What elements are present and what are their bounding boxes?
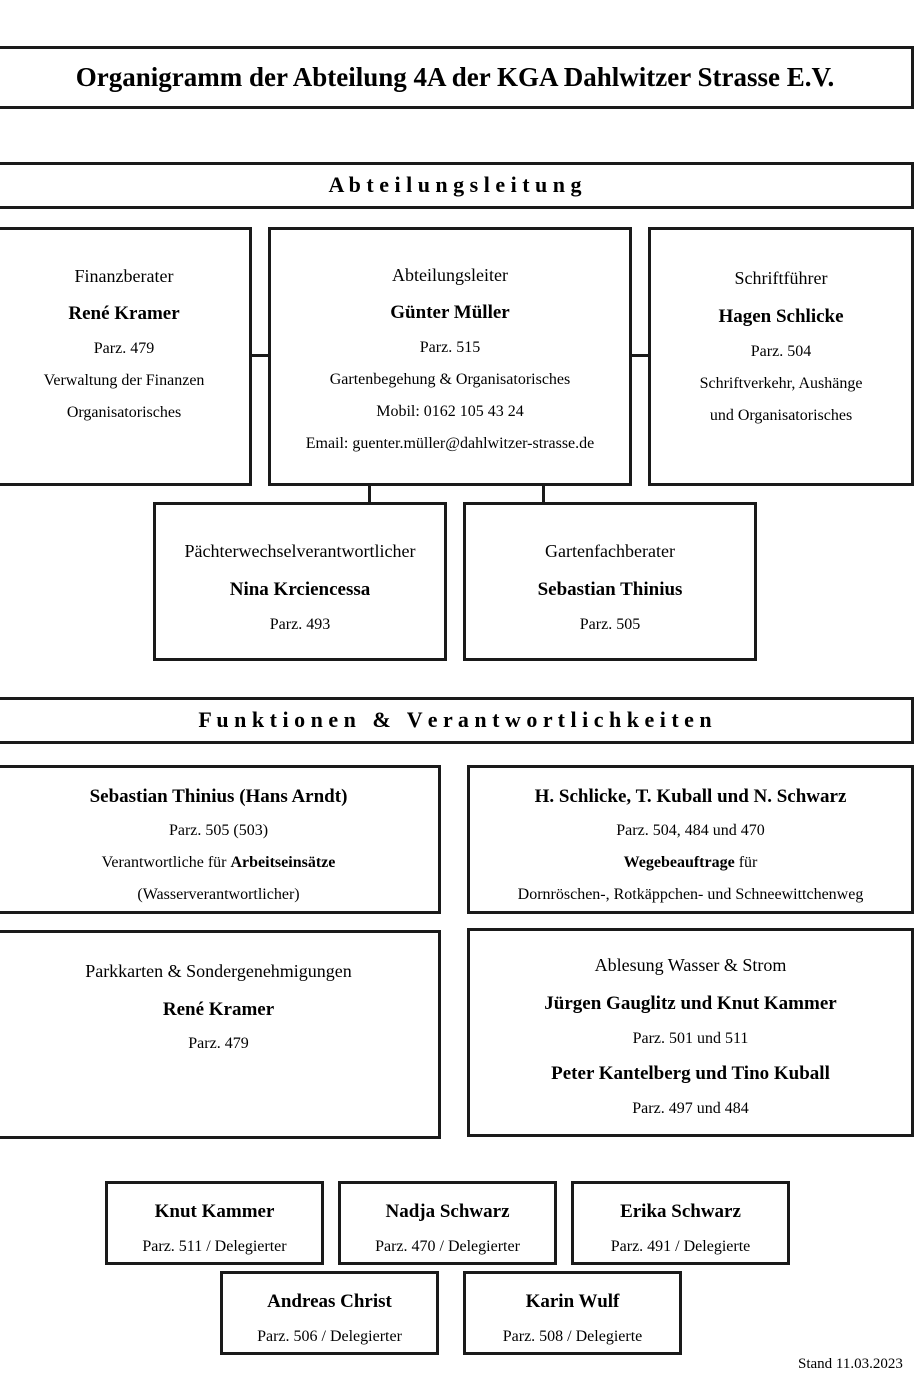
delegate-name: Erika Schwarz xyxy=(620,1201,741,1222)
delegate-info: Parz. 511 / Delegierter xyxy=(142,1238,287,1255)
delegate-box xyxy=(571,1181,790,1265)
ablesung-name1: Jürgen Gauglitz und Knut Kammer xyxy=(544,993,837,1014)
parkkarten-role: Parkkarten & Sondergenehmigungen xyxy=(85,961,352,981)
title-box xyxy=(0,46,914,109)
abteilungsleiter-name: Günter Müller xyxy=(390,302,510,323)
ablesung-parz1: Parz. 501 und 511 xyxy=(632,1030,749,1047)
paechterwechsel-parz: Parz. 493 xyxy=(269,616,331,633)
parkkarten-box xyxy=(0,930,441,1139)
ablesung-box xyxy=(467,928,914,1137)
delegate-name: Karin Wulf xyxy=(525,1291,620,1312)
abteilungsleiter-role: Abteilungsleiter xyxy=(392,265,508,285)
stand-date: Stand 11.03.2023 xyxy=(798,1356,903,1372)
delegate-info: Parz. 508 / Delegierte xyxy=(502,1328,643,1345)
paechterwechsel-role: Pächterwechselverantwortlicher xyxy=(184,541,416,561)
wegebeauftragte-line2: Dornröschen-, Rotkäppchen- und Schneewittchenweg xyxy=(517,886,864,903)
schriftfuehrer-parz: Parz. 504 xyxy=(750,343,812,360)
delegate-name: Nadja Schwarz xyxy=(385,1201,510,1222)
finanzberater-line1: Verwaltung der Finanzen xyxy=(43,372,205,389)
page-title: Organigramm der Abteilung 4A der KGA Dahlwitzer Strasse E.V. xyxy=(75,62,835,92)
arbeitseinsaetze-parz: Parz. 505 (503) xyxy=(168,822,269,839)
gartenfachberater-role: Gartenfachberater xyxy=(545,541,675,561)
section-abteilungsleitung xyxy=(0,162,914,209)
delegate-name: Knut Kammer xyxy=(154,1201,275,1222)
wegebeauftragte-line-suffix: für xyxy=(734,854,758,871)
abteilungsleiter-email: Email: guenter.müller@dahlwitzer-strasse.de xyxy=(305,435,595,452)
abteilungsleiter-parz: Parz. 515 xyxy=(419,339,481,356)
delegate-info: Parz. 470 / Delegierter xyxy=(375,1238,520,1255)
parkkarten-parz: Parz. 479 xyxy=(188,1035,249,1052)
wegebeauftragte-name: H. Schlicke, T. Kuball und N. Schwarz xyxy=(534,786,847,807)
wegebeauftragte-line xyxy=(470,854,911,872)
gartenfachberater-box xyxy=(463,502,757,661)
schriftfuehrer-role: Schriftführer xyxy=(734,268,828,288)
finanzberater-line2: Organisatorisches xyxy=(66,404,182,421)
schriftfuehrer-name: Hagen Schlicke xyxy=(718,306,844,327)
abteilungsleiter-mobil: Mobil: 0162 105 43 24 xyxy=(376,403,524,420)
section-abteilungsleitung-label: A b t e i l u n g s l e i t u n g xyxy=(328,172,582,197)
arbeitseinsaetze-line-bold: Arbeitseinsätze xyxy=(230,854,336,871)
delegate-name: Andreas Christ xyxy=(267,1291,392,1312)
schriftfuehrer-line2: und Organisatorisches xyxy=(709,407,853,424)
arbeitseinsaetze-name: Sebastian Thinius (Hans Arndt) xyxy=(89,786,348,807)
delegate-box xyxy=(105,1181,324,1265)
paechterwechsel-box xyxy=(153,502,447,661)
wegebeauftragte-box xyxy=(467,765,914,914)
arbeitseinsaetze-line-prefix: Verantwortliche für xyxy=(101,854,231,871)
delegate-info: Parz. 491 / Delegierte xyxy=(610,1238,751,1255)
abteilungsleiter-box xyxy=(268,227,632,486)
schriftfuehrer-line1: Schriftverkehr, Aushänge xyxy=(699,375,863,392)
delegate-info: Parz. 506 / Delegierter xyxy=(257,1328,402,1345)
connector-finanz-leiter xyxy=(250,354,270,357)
wegebeauftragte-parz: Parz. 504, 484 und 470 xyxy=(616,822,765,839)
ablesung-role: Ablesung Wasser & Strom xyxy=(594,955,787,975)
abteilungsleiter-line1: Gartenbegehung & Organisatorisches xyxy=(329,371,571,388)
arbeitseinsaetze-line xyxy=(0,854,438,872)
delegate-box xyxy=(338,1181,557,1265)
section-funktionen xyxy=(0,697,914,744)
finanzberater-box xyxy=(0,227,252,486)
delegate-box xyxy=(220,1271,439,1355)
connector-leiter-garten xyxy=(542,484,545,504)
ablesung-name2: Peter Kantelberg und Tino Kuball xyxy=(551,1063,830,1084)
parkkarten-name: René Kramer xyxy=(162,999,275,1020)
arbeitseinsaetze-box xyxy=(0,765,441,914)
delegate-box xyxy=(463,1271,682,1355)
arbeitseinsaetze-line2: (Wasserverantwortlicher) xyxy=(137,886,300,903)
section-funktionen-label: F u n k t i o n e n & V e r a n t w o r t l i c h k e i t e n xyxy=(198,707,712,732)
schriftfuehrer-box xyxy=(648,227,914,486)
ablesung-parz2: Parz. 497 und 484 xyxy=(632,1100,749,1117)
paechterwechsel-name: Nina Krciencessa xyxy=(229,579,371,600)
finanzberater-parz: Parz. 479 xyxy=(93,340,155,357)
connector-leiter-schrift xyxy=(630,354,650,357)
connector-leiter-paechter xyxy=(368,484,371,504)
finanzberater-role: Finanzberater xyxy=(74,266,174,286)
gartenfachberater-name: Sebastian Thinius xyxy=(537,579,683,600)
wegebeauftragte-line-bold: Wegebeauftrage xyxy=(623,854,735,871)
finanzberater-name: René Kramer xyxy=(68,303,180,324)
gartenfachberater-parz: Parz. 505 xyxy=(579,616,641,633)
